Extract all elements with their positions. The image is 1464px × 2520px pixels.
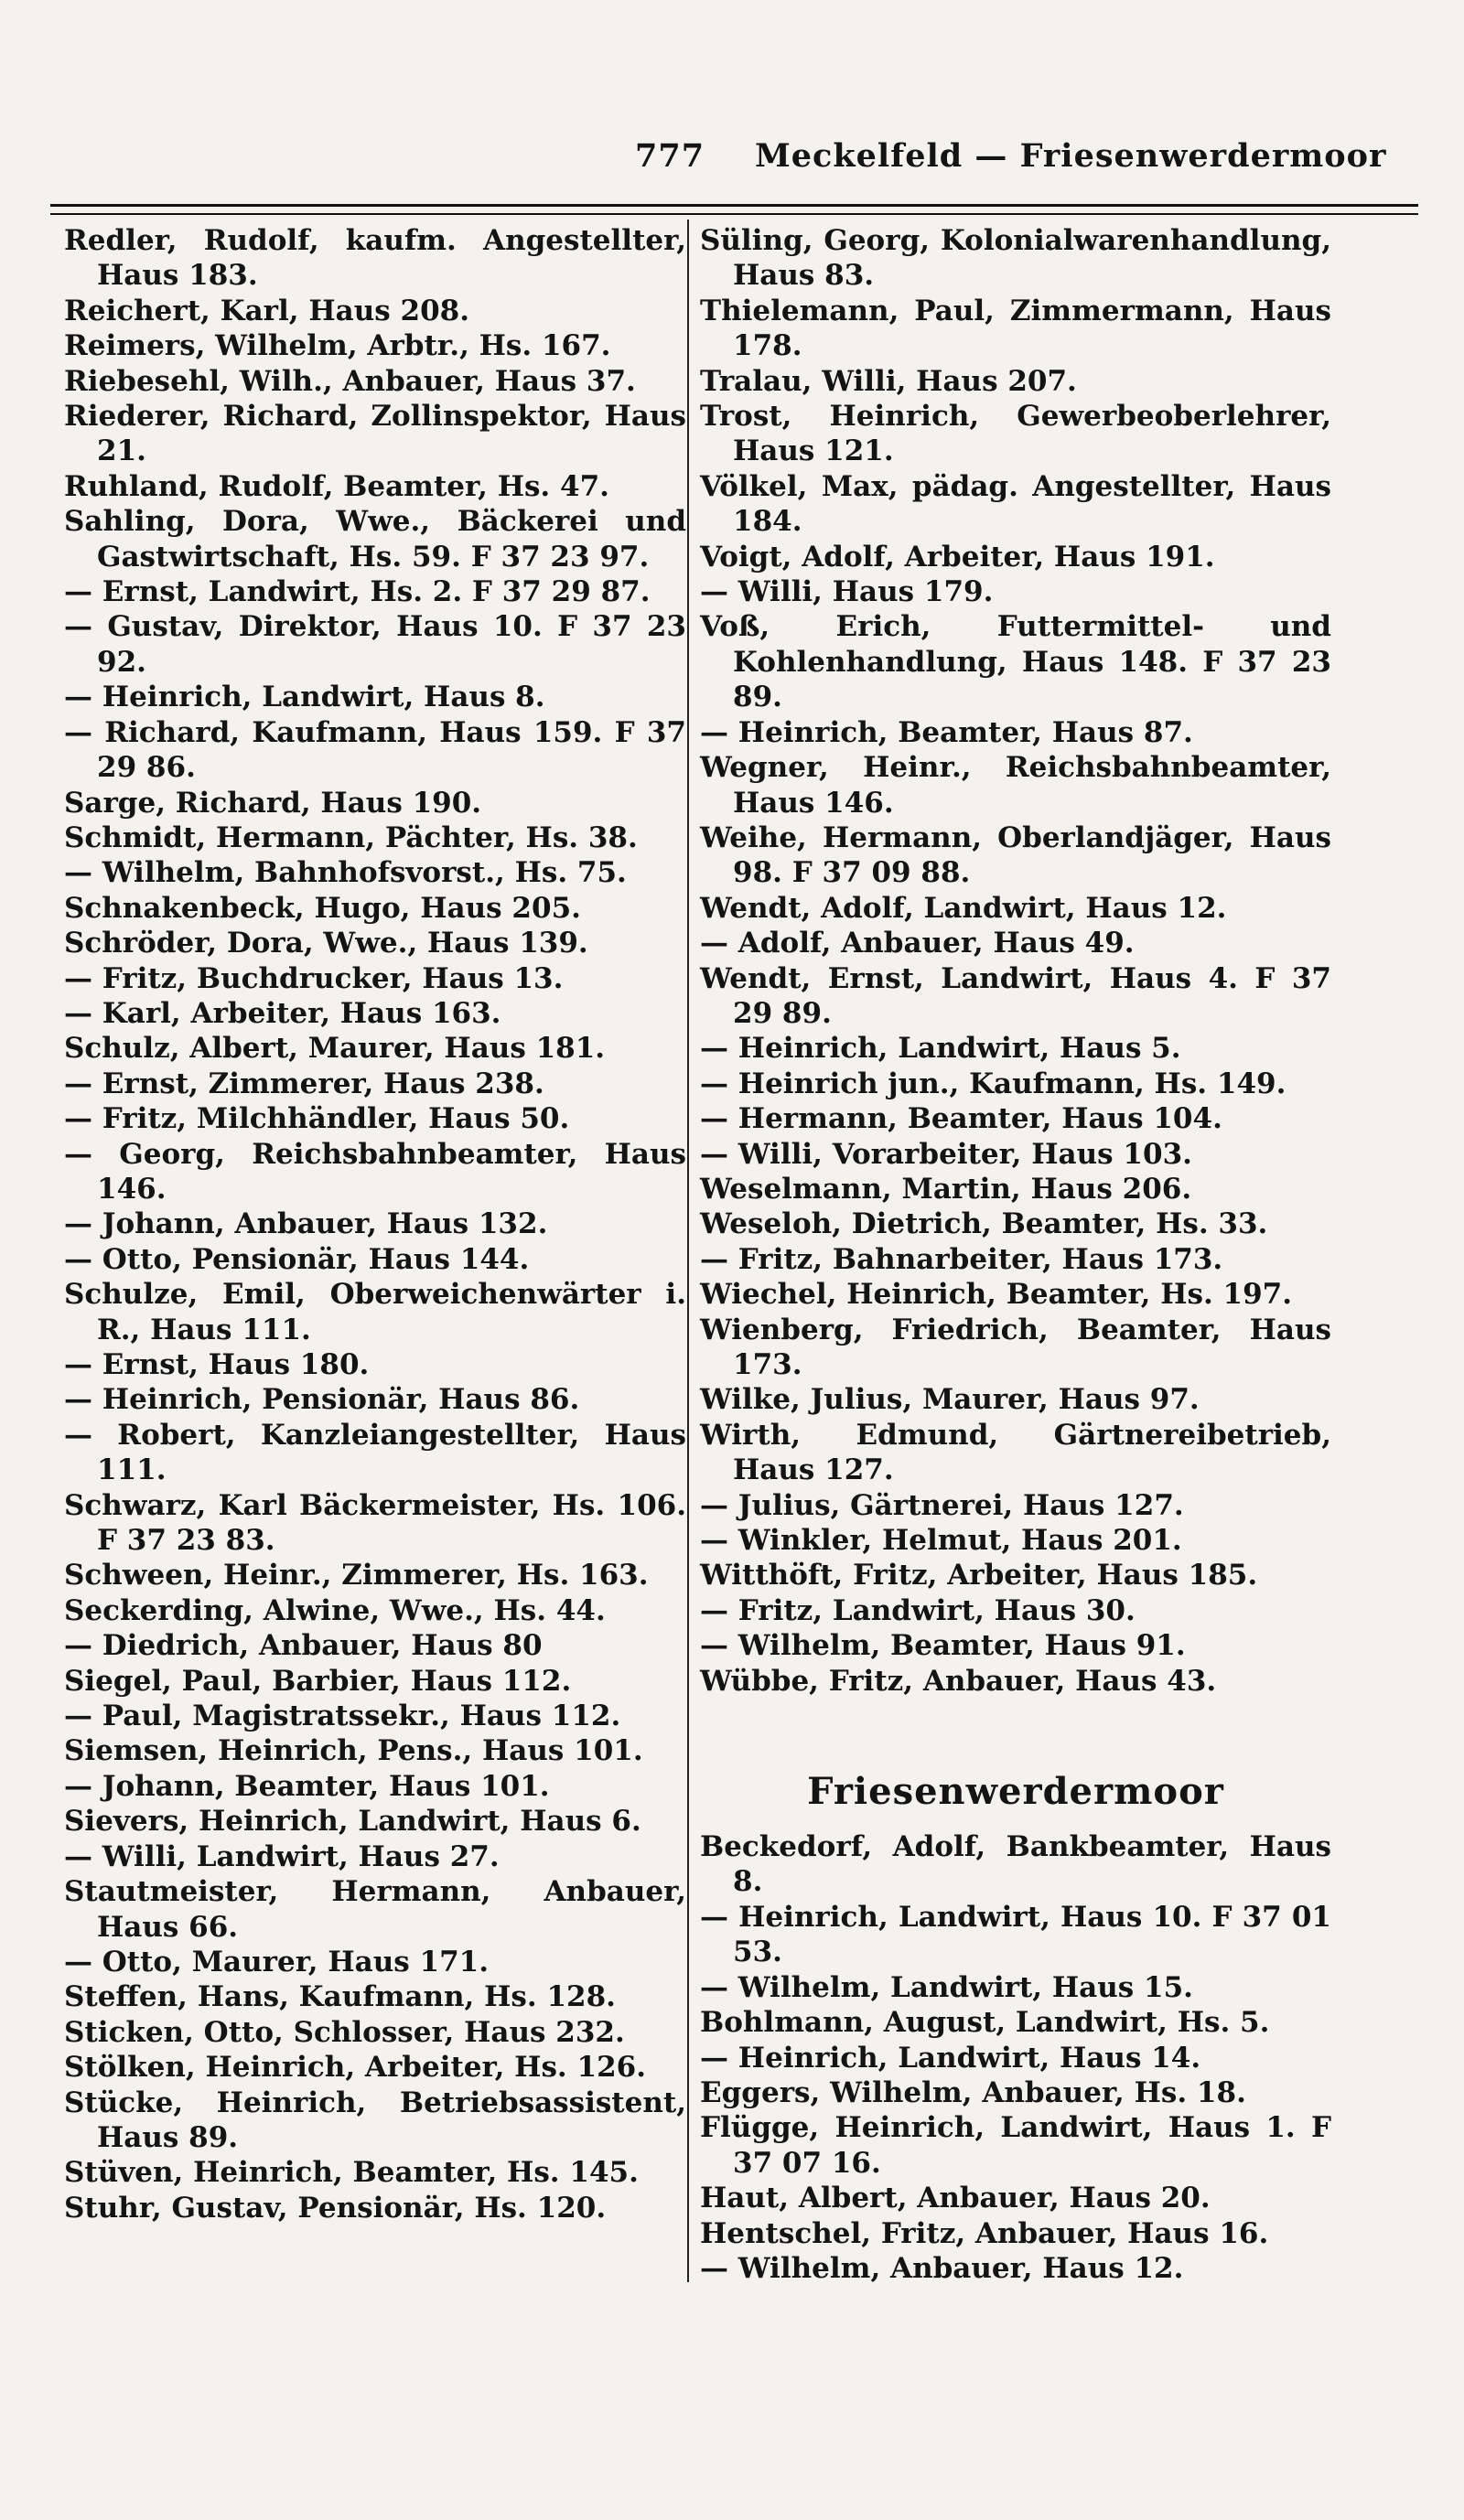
directory-entry: Wienberg, Friedrich, Beamter, Haus 173. bbox=[700, 1313, 1331, 1381]
directory-entry: Stücke, Heinrich, Betriebsassistent, Haus 89. bbox=[64, 2086, 686, 2154]
section-heading: Friesenwerdermoor bbox=[807, 1770, 1224, 1814]
directory-entry: Voigt, Adolf, Arbeiter, Haus 191. bbox=[700, 540, 1215, 574]
directory-entry: Ruhland, Rudolf, Beamter, Hs. 47. bbox=[64, 469, 609, 503]
directory-entry: — Ernst, Zimmerer, Haus 238. bbox=[64, 1067, 544, 1100]
directory-entry: Witthöft, Fritz, Arbeiter, Haus 185. bbox=[700, 1559, 1258, 1592]
directory-entry: — Ernst, Haus 180. bbox=[64, 1348, 370, 1381]
directory-entry: — Wilhelm, Anbauer, Haus 12. bbox=[700, 2251, 1184, 2285]
directory-entry: Wegner, Heinr., Reichsbahnbeamter, Haus 146. bbox=[700, 751, 1331, 820]
header-rule bbox=[50, 204, 1418, 207]
directory-entry: Stuhr, Gustav, Pensionär, Hs. 120. bbox=[64, 2191, 607, 2225]
directory-entry: Steffen, Hans, Kaufmann, Hs. 128. bbox=[64, 1980, 616, 2014]
directory-entry: Reimers, Wilhelm, Arbtr., Hs. 167. bbox=[64, 329, 611, 363]
running-title: Meckelfeld — Friesenwerdermoor bbox=[755, 137, 1387, 175]
directory-entry: Süling, Georg, Kolonialwarenhandlung, Haus 83. bbox=[700, 224, 1331, 293]
directory-entry: — Fritz, Landwirt, Haus 30. bbox=[700, 1593, 1136, 1627]
page-number: 777 bbox=[635, 137, 705, 175]
directory-entry: — Willi, Haus 179. bbox=[700, 575, 994, 609]
directory-entry: Hentschel, Fritz, Anbauer, Haus 16. bbox=[700, 2216, 1269, 2250]
directory-entry: Wilke, Julius, Maurer, Haus 97. bbox=[700, 1383, 1200, 1417]
directory-entry: Schröder, Dora, Wwe., Haus 139. bbox=[64, 927, 588, 960]
directory-entry: — Fritz, Bahnarbeiter, Haus 173. bbox=[700, 1242, 1223, 1276]
directory-entry: Riebesehl, Wilh., Anbauer, Haus 37. bbox=[64, 364, 636, 398]
directory-entry: Trost, Heinrich, Gewerbeoberlehrer, Haus 121. bbox=[700, 400, 1331, 468]
directory-entry: Beckedorf, Adolf, Bankbeamter, Haus 8. bbox=[700, 1830, 1331, 1899]
directory-entry: Sievers, Heinrich, Landwirt, Haus 6. bbox=[64, 1805, 641, 1839]
directory-entry: Schmidt, Hermann, Pächter, Hs. 38. bbox=[64, 820, 638, 854]
directory-entry: — Johann, Beamter, Haus 101. bbox=[64, 1769, 550, 1803]
left-column bbox=[64, 223, 686, 2225]
directory-entry: Wendt, Adolf, Landwirt, Haus 12. bbox=[700, 891, 1227, 925]
directory-entry: Reichert, Karl, Haus 208. bbox=[64, 294, 470, 327]
directory-entry: Völkel, Max, pädag. Angestellter, Haus 184. bbox=[700, 469, 1331, 539]
directory-entry: Bohlmann, August, Landwirt, Hs. 5. bbox=[700, 2006, 1270, 2040]
directory-entry: Seckerding, Alwine, Wwe., Hs. 44. bbox=[64, 1593, 606, 1627]
directory-entry: Weselmann, Martin, Haus 206. bbox=[700, 1172, 1192, 1206]
right-entry-list bbox=[700, 223, 1331, 1699]
directory-entry: Siemsen, Heinrich, Pens., Haus 101. bbox=[64, 1734, 643, 1768]
header-rule-secondary bbox=[50, 213, 1418, 215]
directory-entry: — Diedrich, Anbauer, Haus 80 bbox=[64, 1629, 543, 1663]
directory-entry: — Otto, Pensionär, Haus 144. bbox=[64, 1242, 530, 1276]
directory-entry: — Wilhelm, Bahnhofsvorst., Hs. 75. bbox=[64, 856, 627, 890]
directory-entry: Schnakenbeck, Hugo, Haus 205. bbox=[64, 891, 581, 925]
directory-entry: Schween, Heinr., Zimmerer, Hs. 163. bbox=[64, 1559, 649, 1592]
directory-entry: — Gustav, Direktor, Haus 10. F 37 23 92. bbox=[64, 610, 686, 679]
directory-entry: — Heinrich, Landwirt, Haus 8. bbox=[64, 681, 545, 714]
directory-entry: Riederer, Richard, Zollinspektor, Haus 21. bbox=[64, 400, 686, 468]
directory-entry: — Heinrich, Landwirt, Haus 14. bbox=[700, 2041, 1201, 2075]
directory-entry: Sticken, Otto, Schlosser, Haus 232. bbox=[64, 2015, 625, 2049]
directory-entry: Schulze, Emil, Oberweichenwärter i. R., Haus 111. bbox=[64, 1278, 686, 1346]
column-divider bbox=[687, 220, 689, 2282]
directory-entry: Wübbe, Fritz, Anbauer, Haus 43. bbox=[700, 1664, 1217, 1698]
section-entry-list bbox=[700, 1829, 1331, 2286]
directory-entry: — Karl, Arbeiter, Haus 163. bbox=[64, 996, 501, 1030]
directory-entry: — Heinrich, Beamter, Haus 87. bbox=[700, 715, 1193, 749]
directory-entry: — Heinrich, Landwirt, Haus 10. F 37 01 53. bbox=[700, 1900, 1331, 1969]
directory-entry: — Heinrich jun., Kaufmann, Hs. 149. bbox=[700, 1067, 1286, 1100]
directory-entry: Thielemann, Paul, Zimmermann, Haus 178. bbox=[700, 294, 1331, 363]
directory-entry: Stölken, Heinrich, Arbeiter, Hs. 126. bbox=[64, 2051, 647, 2085]
directory-entry: — Richard, Kaufmann, Haus 159. F 37 29 86. bbox=[64, 715, 686, 785]
directory-entry: — Heinrich, Landwirt, Haus 5. bbox=[700, 1032, 1181, 1066]
directory-entry: — Heinrich, Pensionär, Haus 86. bbox=[64, 1383, 580, 1417]
directory-entry: Weihe, Hermann, Oberlandjäger, Haus 98. F 37 09 88. bbox=[700, 820, 1331, 890]
directory-entry: — Otto, Maurer, Haus 171. bbox=[64, 1945, 490, 1978]
directory-entry: Eggers, Wilhelm, Anbauer, Hs. 18. bbox=[700, 2075, 1246, 2109]
directory-entry: Sahling, Dora, Wwe., Bäckerei und Gastwirtschaft, Hs. 59. F 37 23 97. bbox=[64, 505, 686, 574]
directory-entry: — Ernst, Landwirt, Hs. 2. F 37 29 87. bbox=[64, 575, 651, 609]
directory-entry: — Willi, Landwirt, Haus 27. bbox=[64, 1839, 500, 1873]
directory-entry: Tralau, Willi, Haus 207. bbox=[700, 364, 1077, 398]
directory-entry: Voß, Erich, Futtermittel- und Kohlenhandlung, Haus 148. F 37 23 89. bbox=[700, 610, 1331, 714]
right-column bbox=[700, 223, 1331, 2286]
directory-entry: — Hermann, Beamter, Haus 104. bbox=[700, 1102, 1222, 1136]
directory-entry: — Paul, Magistratssekr., Haus 112. bbox=[64, 1700, 621, 1733]
directory-entry: Stautmeister, Hermann, Anbauer, Haus 66. bbox=[64, 1875, 686, 1944]
directory-entry: — Winkler, Helmut, Haus 201. bbox=[700, 1524, 1182, 1558]
directory-entry: — Willi, Vorarbeiter, Haus 103. bbox=[700, 1137, 1192, 1171]
directory-entry: Sarge, Richard, Haus 190. bbox=[64, 786, 482, 820]
directory-entry: — Adolf, Anbauer, Haus 49. bbox=[700, 927, 1135, 960]
directory-entry: — Fritz, Buchdrucker, Haus 13. bbox=[64, 961, 564, 995]
directory-entry: Redler, Rudolf, kaufm. Angestellter, Haus 183. bbox=[64, 224, 686, 293]
page-header bbox=[0, 137, 1464, 201]
directory-entry: Weseloh, Dietrich, Beamter, Hs. 33. bbox=[700, 1207, 1268, 1241]
directory-entry: Siegel, Paul, Barbier, Haus 112. bbox=[64, 1664, 572, 1698]
directory-entry: Wendt, Ernst, Landwirt, Haus 4. F 37 29 89. bbox=[700, 961, 1331, 1030]
directory-entry: — Georg, Reichsbahnbeamter, Haus 146. bbox=[64, 1137, 686, 1206]
directory-entry: Flügge, Heinrich, Landwirt, Haus 1. F 37 07 16. bbox=[700, 2111, 1331, 2180]
directory-entry: Wirth, Edmund, Gärtnereibetrieb, Haus 127. bbox=[700, 1418, 1331, 1487]
directory-entry: Haut, Albert, Anbauer, Haus 20. bbox=[700, 2182, 1211, 2215]
directory-entry: — Johann, Anbauer, Haus 132. bbox=[64, 1207, 548, 1241]
directory-entry: Stüven, Heinrich, Beamter, Hs. 145. bbox=[64, 2156, 639, 2190]
directory-entry: Schulz, Albert, Maurer, Haus 181. bbox=[64, 1032, 606, 1066]
directory-entry: — Wilhelm, Beamter, Haus 91. bbox=[700, 1629, 1186, 1663]
directory-entry: Schwarz, Karl Bäckermeister, Hs. 106. F 37 23 83. bbox=[64, 1488, 686, 1558]
directory-entry: — Julius, Gärtnerei, Haus 127. bbox=[700, 1488, 1184, 1522]
directory-entry: — Fritz, Milchhändler, Haus 50. bbox=[64, 1102, 570, 1136]
directory-entry: — Wilhelm, Landwirt, Haus 15. bbox=[700, 1970, 1193, 2004]
directory-entry: Wiechel, Heinrich, Beamter, Hs. 197. bbox=[700, 1278, 1293, 1312]
directory-entry: — Robert, Kanzleiangestellter, Haus 111. bbox=[64, 1418, 686, 1487]
